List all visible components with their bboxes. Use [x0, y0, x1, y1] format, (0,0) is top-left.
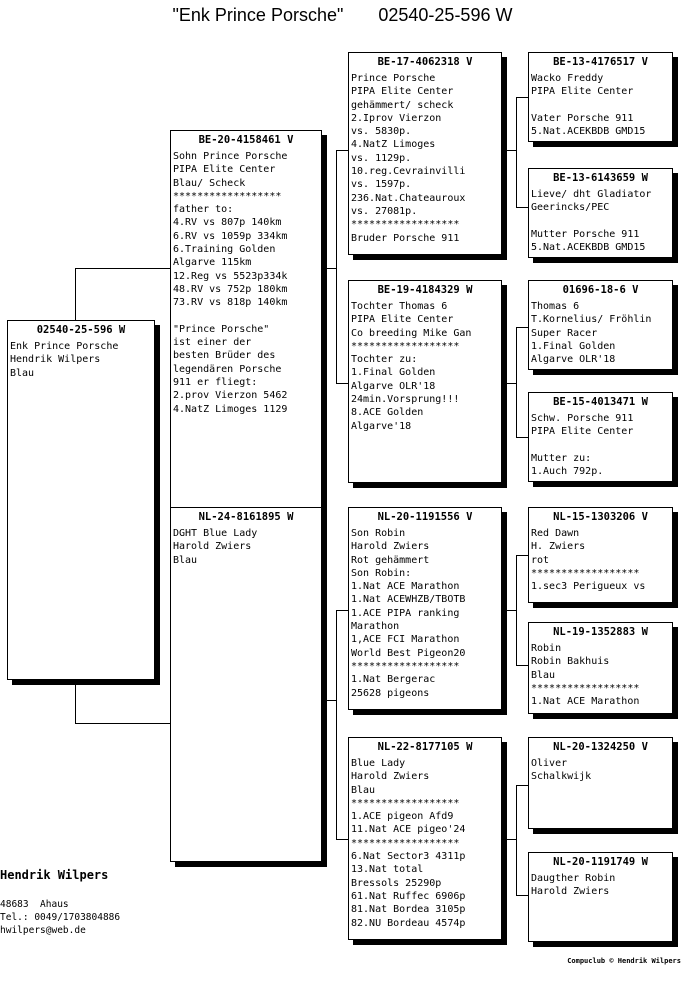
connector-line	[516, 327, 528, 328]
ring-number: NL-19-1352883 W	[553, 626, 648, 638]
connector-line	[336, 150, 348, 151]
ring-number: NL-20-1191556 V	[377, 511, 473, 523]
ring-number: BE-13-4176517 V	[553, 56, 648, 68]
connector-line	[336, 150, 337, 384]
paternal-grandfather-card	[348, 52, 502, 255]
connector-line	[502, 610, 516, 611]
pigeon-details: Oliver Schalkwijk	[531, 758, 592, 783]
connector-line	[75, 268, 170, 269]
connector-line	[516, 895, 528, 896]
maternal-grandfather-card	[348, 507, 502, 710]
connector-line	[336, 383, 348, 384]
connector-line	[516, 785, 528, 786]
connector-line	[322, 268, 336, 269]
pigeon-details: Blue Lady Harold Zwiers Blau ****************** 1.ACE pigeon Afd9 11.Nat ACE pigeo'24 ****************** 6.Nat Sector3 4311p 13.Nat total Bressols 25290p 61.Nat Ruffec 6906p 81.Nat Bordea 3105p 82.NU Bordeau 4574p	[351, 758, 466, 929]
ring-number: BE-19-4184329 W	[377, 284, 473, 296]
ring-number: NL-24-8161895 W	[198, 511, 294, 523]
connector-line	[336, 610, 337, 840]
pigeon-details: Son Robin Harold Zwiers Rot gehämmert Son Robin: 1.Nat ACE Marathon 1.Nat ACEWHZB/TBOTB 1.ACE PIPA ranking Marathon 1,ACE FCI Marathon World Best Pigeon20 ****************** 1.Nat Bergerac 25628 pigeons	[351, 528, 466, 699]
connector-line	[516, 437, 528, 438]
ring-number: BE-20-4158461 V	[198, 134, 294, 146]
pigeon-details: DGHT Blue Lady Harold Zwiers Blau	[173, 528, 258, 566]
pigeon-details: Prince Porsche PIPA Elite Center gehämmert/ scheck 2.Iprov Vierzon vs. 5830p. 4.NatZ Limoges vs. 1129p. 10.reg.Cevrainvilli vs. 1597p. 236.Nat.Chateauroux vs. 27081p. ****************** Bruder Porsche 911	[351, 73, 466, 244]
pigeon-details: Sohn Prince Porsche PIPA Elite Center Blau/ Scheck ****************** father to: 4.RV vs 807p 140km 6.RV vs 1059p 334km 6.Training Golden Algarve 115km 12.Reg vs 5523p334k 48.RV vs 752p 180km 73.RV vs 818p 140km "Prince Porsche" ist einer der besten Brüder des legendären Porsche 911 er fliegt: 2.prov Vierzon 5462 4.NatZ Limoges 1129	[173, 151, 288, 415]
pigeon-details: Thomas 6 T.Kornelius/ Fröhlin Super Racer 1.Final Golden Algarve OLR'18	[531, 301, 652, 366]
great-grandparent-card	[528, 392, 673, 482]
ring-number: NL-15-1303206 V	[553, 511, 648, 523]
pigeon-details: Robin Robin Bakhuis Blau ****************** 1.Nat ACE Marathon	[531, 643, 640, 708]
connector-line	[336, 839, 348, 840]
connector-line	[516, 97, 528, 98]
connector-line	[75, 268, 76, 320]
great-grandparent-card	[528, 507, 673, 603]
great-grandparent-card	[528, 280, 673, 370]
great-grandparent-card	[528, 852, 673, 942]
owner-block	[0, 868, 120, 937]
great-grandparent-card	[528, 168, 673, 258]
pigeon-details: Wacko Freddy PIPA Elite Center Vater Porsche 911 5.Nat.ACEKBDB GMD15	[531, 73, 646, 138]
connector-line	[75, 680, 76, 724]
great-grandparent-card	[528, 52, 673, 142]
paternal-grandmother-card	[348, 280, 502, 483]
maternal-grandmother-card	[348, 737, 502, 940]
ring-number: BE-13-6143659 W	[553, 172, 648, 184]
ring-number: BE-17-4062318 V	[377, 56, 473, 68]
ring-number: 01696-18-6 V	[562, 284, 639, 296]
pigeon-details: Schw. Porsche 911 PIPA Elite Center Mutter zu: 1.Auch 792p.	[531, 413, 634, 478]
connector-line	[502, 150, 516, 151]
connector-line	[336, 610, 348, 611]
great-grandparent-card	[528, 622, 673, 714]
pigeon-details: Lieve/ dht Gladiator Geerincks/PEC Mutter Porsche 911 5.Nat.ACEKBDB GMD15	[531, 189, 652, 254]
owner-contact: 48683 Ahaus Tel.: 0049/1703804886 hwilpers@web.de	[0, 899, 121, 936]
ring-number: NL-20-1191749 W	[553, 856, 648, 868]
pigeon-details: Daugther Robin Harold Zwiers	[531, 873, 616, 898]
ring-number: NL-20-1324250 V	[553, 741, 648, 753]
great-grandparent-card	[528, 737, 673, 829]
connector-line	[516, 665, 528, 666]
pigeon-details: Enk Prince Porsche Hendrik Wilpers Blau	[10, 341, 119, 379]
connector-line	[75, 723, 170, 724]
connector-line	[516, 555, 517, 666]
connector-line	[516, 97, 517, 208]
ring-number: 02540-25-596 W	[36, 324, 126, 336]
ring-number: BE-15-4013471 W	[553, 396, 648, 408]
connector-line	[516, 785, 517, 896]
connector-line	[516, 207, 528, 208]
connector-line	[502, 839, 516, 840]
subject-pigeon-card	[7, 320, 155, 680]
connector-line	[516, 327, 517, 438]
connector-line	[516, 555, 528, 556]
page-title: "Enk Prince Porsche" 02540-25-596 W	[172, 5, 513, 25]
pigeon-details: Red Dawn H. Zwiers rot ****************** 1.sec3 Perigueux vs	[531, 528, 646, 593]
connector-line	[322, 700, 336, 701]
owner-name: Hendrik Wilpers	[0, 868, 109, 882]
copyright-footer: Compuclub © Hendrik Wilpers	[567, 957, 681, 965]
pigeon-details: Tochter Thomas 6 PIPA Elite Center Co breeding Mike Gan ****************** Tochter zu: 1.Final Golden Algarve OLR'18 24min.Vorsprung!!! 8.ACE Golden Algarve'18	[351, 301, 472, 432]
connector-line	[502, 383, 516, 384]
mother-card	[170, 507, 322, 862]
ring-number: NL-22-8177105 W	[377, 741, 473, 753]
